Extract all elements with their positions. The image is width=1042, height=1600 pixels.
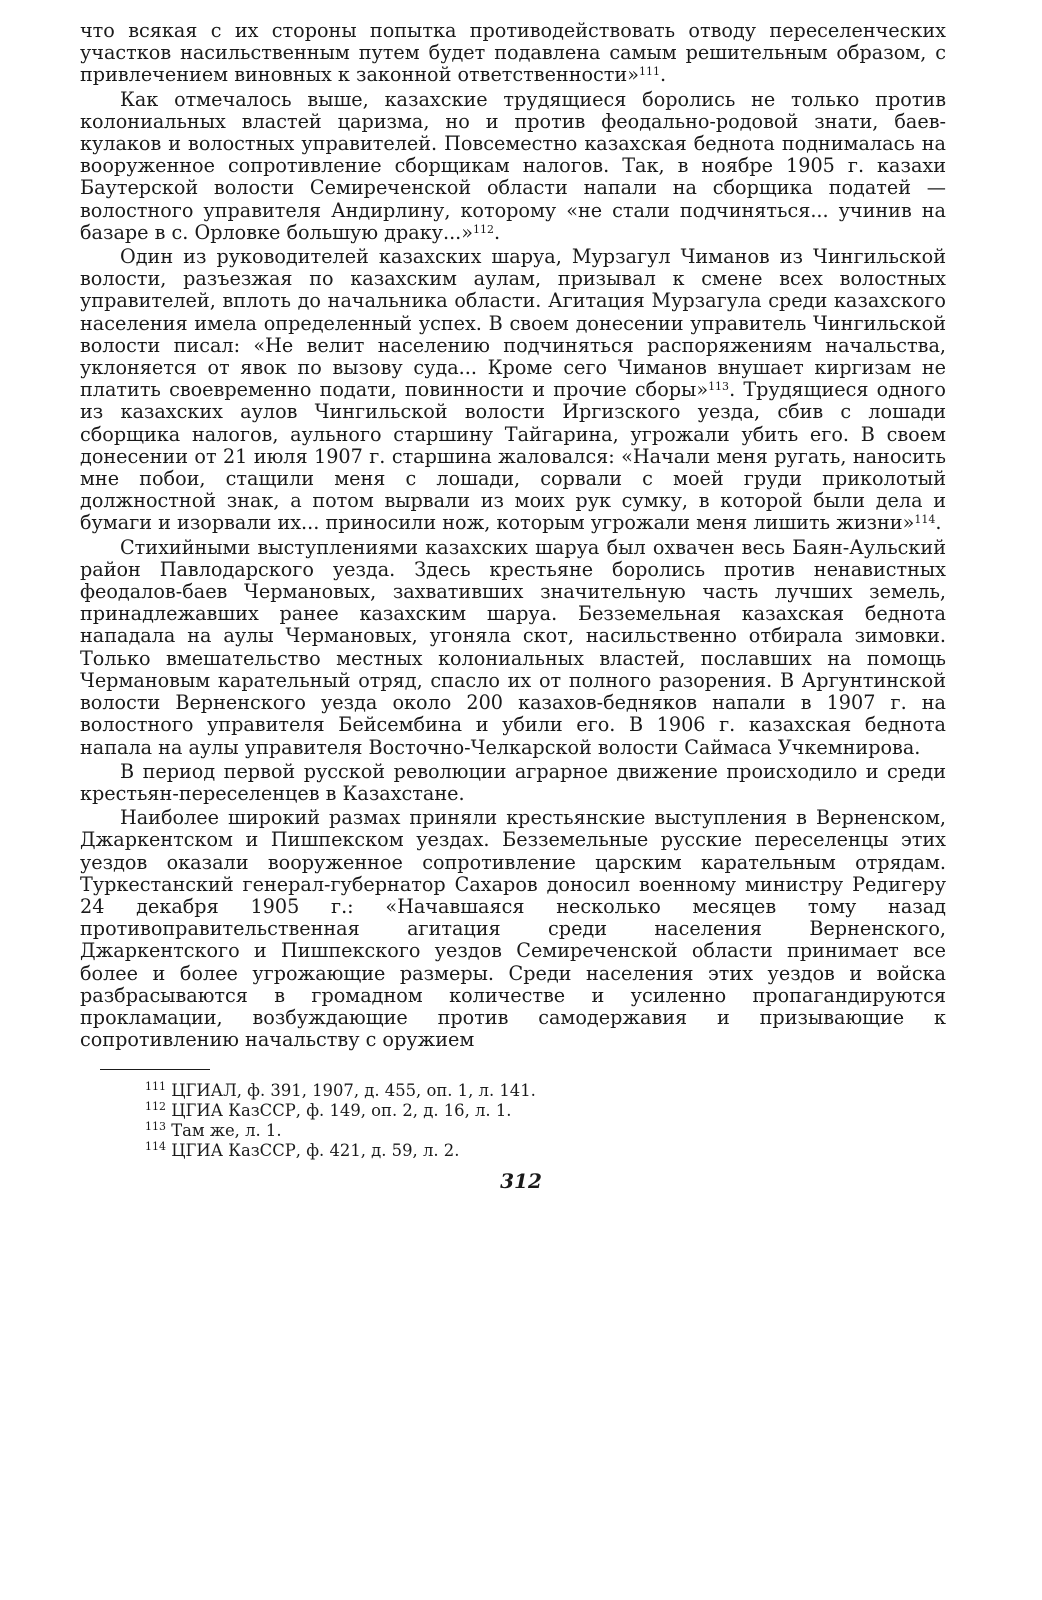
footnote-112 (145, 1101, 905, 1121)
paragraph-text-tail: . Трудящиеся одного из казахских аулов Чингильской волости Иргизского уезда, сбив с лошади сборщика налогов, аульного старшину Тайгарина, угрожали убить его. В своем донесении от 21 июля 1907 г. старшина жаловался: «Начали меня ругать, наносить мне побои, стащили меня с лошади, сорвали с моей груди приколотый должностной знак, а потом вырвали из моих рук сумку, в которой были дела и бумаги и изорвали их... приносили нож, которым угрожали меня лишить жизни» (80, 378, 946, 535)
footnote-113 (145, 1121, 905, 1141)
footnote-111 (145, 1081, 905, 1101)
paragraph-6 (80, 807, 946, 1051)
paragraph-text: Наиболее широкий размах приняли крестьянские выступления в Верненском, Джаркентском и Пишпекском уездах. Безземельные русские переселенцы этих уездов оказали вооруженное сопротивление царским карательным отрядам. Туркестанский генерал-губернатор Сахаров доносил военному министру Редигеру 24 декабря 1905 г.: «Начавшаяся несколько месяцев тому назад противоправительственная агитация среди населения Верненского, Джаркентского и Пишпекского уездов Семиреченской области принимает все более и более угрожающие размеры. Среди населения этих уездов и войска разбрасываются в громадном количестве и усиленно пропагандируются прокламации, возбуждающие против самодержавия и призывающие к сопротивлению начальству с оружием (80, 806, 946, 1052)
paragraph-text: Стихийными выступлениями казахских шаруа был охвачен весь Баян-Аульский район Павлодарского уезда. Здесь крестьяне боролись против ненавистных феодалов-баев Чермановых, захвативших значительную часть лучших земель, принадлежавших ранее казахским шаруа. Безземельная казахская беднота нападала на аулы Чермановых, угоняла скот, насильственно отбирала зимовки. Только вмешательство местных колониальных властей, пославших на помощь Чермановым карательный отряд, спасло их от полного разорения. В Аргунтинской волости Верненского уезда около 200 казахов-бедняков напали в 1907 г. на волостного управителя Бейсембина и убили его. В 1906 г. казахская беднота напала на аулы управителя Восточно-Челкарской волости Саймаса Учкемнирова. (80, 535, 946, 759)
paragraph-4 (80, 537, 946, 759)
footnote-ref: 114 (914, 513, 936, 527)
footnote-text: ЦГИА КазССР, ф. 149, оп. 2, д. 16, л. 1. (171, 1101, 512, 1120)
footnote-text: Там же, л. 1. (171, 1121, 282, 1140)
footnote-ref: 112 (473, 222, 495, 236)
footnote-number: 111 (145, 1080, 166, 1093)
paragraph-text: что всякая с их стороны попытка противодействовать отводу переселенческих участков насильственным путем будет подавлена самым решительным образом, с привлечением виновных к законной ответственности» (80, 19, 946, 87)
page-number: 312 (500, 1169, 542, 1193)
footnote-number: 113 (145, 1120, 166, 1133)
paragraph-3: Один из руководителей казахских шаруа, Мурзагул Чиманов из Чингильской волости, разъезжая по казахским аулам, призывал к смене всех волостных управителей, вплоть до начальника области. Агитация Мурзагула среди казахского населения имела определенный успех. В своем донесении управитель Чингильской волости писал: «Не велит населению подчиняться распоряжениям начальства, уклоняется от явок по вызову суда... Кроме сего Чиманов внушает киргизам не платить своевременно подати, повинности и прочие сборы»$^{113}$. Трудящиеся одного из казахских аулов Чингильской волости Иргизского уезда, сбив с лошади сборщика налогов, аульного старшину Тайгарина, угрожали убить его. В своем донесении от 21 июля 1907 г. старшина жаловался: «Начали меня ругать, наносить мне побои, стащили меня с лошади, сорвали с моей груди приколотый должностной знак, а потом вырвали из моих рук сумку, в которой были дела и бумаги и изорвали их... приносили нож, которым угрожали меня лишить жизни»$^{114}$. (80, 245, 946, 535)
paragraph-5 (80, 761, 946, 805)
page-body (80, 20, 946, 1053)
footnote-text: ЦГИАЛ, ф. 391, 1907, д. 455, оп. 1, л. 141. (171, 1081, 536, 1100)
footnote-text: ЦГИА КазССР, ф. 421, д. 59, л. 2. (171, 1141, 460, 1160)
footnote-ref: 111 (638, 65, 660, 79)
footnote-number: 114 (145, 1140, 166, 1153)
footnotes (145, 1081, 905, 1161)
footnote-number: 112 (145, 1100, 166, 1113)
footnote-114 (145, 1141, 905, 1161)
paragraph-2: Как отмечалось выше, казахские трудящиеся боролись не только против колониальных властей царизма, но и против феодально-родовой знати, баев-кулаков и волостных управителей. Повсеместно казахская беднота поднималась на вооруженное сопротивление сборщикам налогов. Так, в ноябре 1905 г. казахи Баутерской волости Семиреченской области напали на сборщика податей — волостного управителя Андирлину, которому «не стали подчиняться... учинив на базаре в с. Орловке большую драку...»$^{112}$. (80, 87, 946, 244)
footnote-divider (100, 1069, 210, 1070)
paragraph-text: Как отмечалось выше, казахские трудящиеся боролись не только против колониальных властей царизма, но и против феодально-родовой знати, баев-кулаков и волостных управителей. Повсеместно казахская беднота поднималась на вооруженное сопротивление сборщикам налогов. Так, в ноябре 1905 г. казахи Баутерской волости Семиреченской области напали на сборщика податей — волостного управителя Андирлину, которому «не стали подчиняться... учинив на базаре в с. Орловке большую драку...» (80, 87, 946, 244)
paragraph-text: В период первой русской революции аграрное движение происходило и среди крестьян-переселенцев в Казахстане. (80, 759, 946, 805)
paragraph-1: что всякая с их стороны попытка противодействовать отводу переселенческих участков насильственным путем будет подавлена самым решительным образом, с привлечением виновных к законной ответственности»$^{111}$. (80, 19, 946, 87)
footnote-ref: 113 (708, 380, 730, 394)
paragraph-text: Один из руководителей казахских шаруа, Мурзагул Чиманов из Чингильской волости, разъезжая по казахским аулам, призывал к смене всех волостных управителей, вплоть до начальника области. Агитация Мурзагула среди казахского населения имела определенный успех. В своем донесении управитель Чингильской волости писал: «Не велит населению подчиняться распоряжениям начальства, уклоняется от явок по вызову суда... Кроме сего Чиманов внушает киргизам не платить своевременно подати, повинности и прочие сборы» (80, 245, 946, 402)
